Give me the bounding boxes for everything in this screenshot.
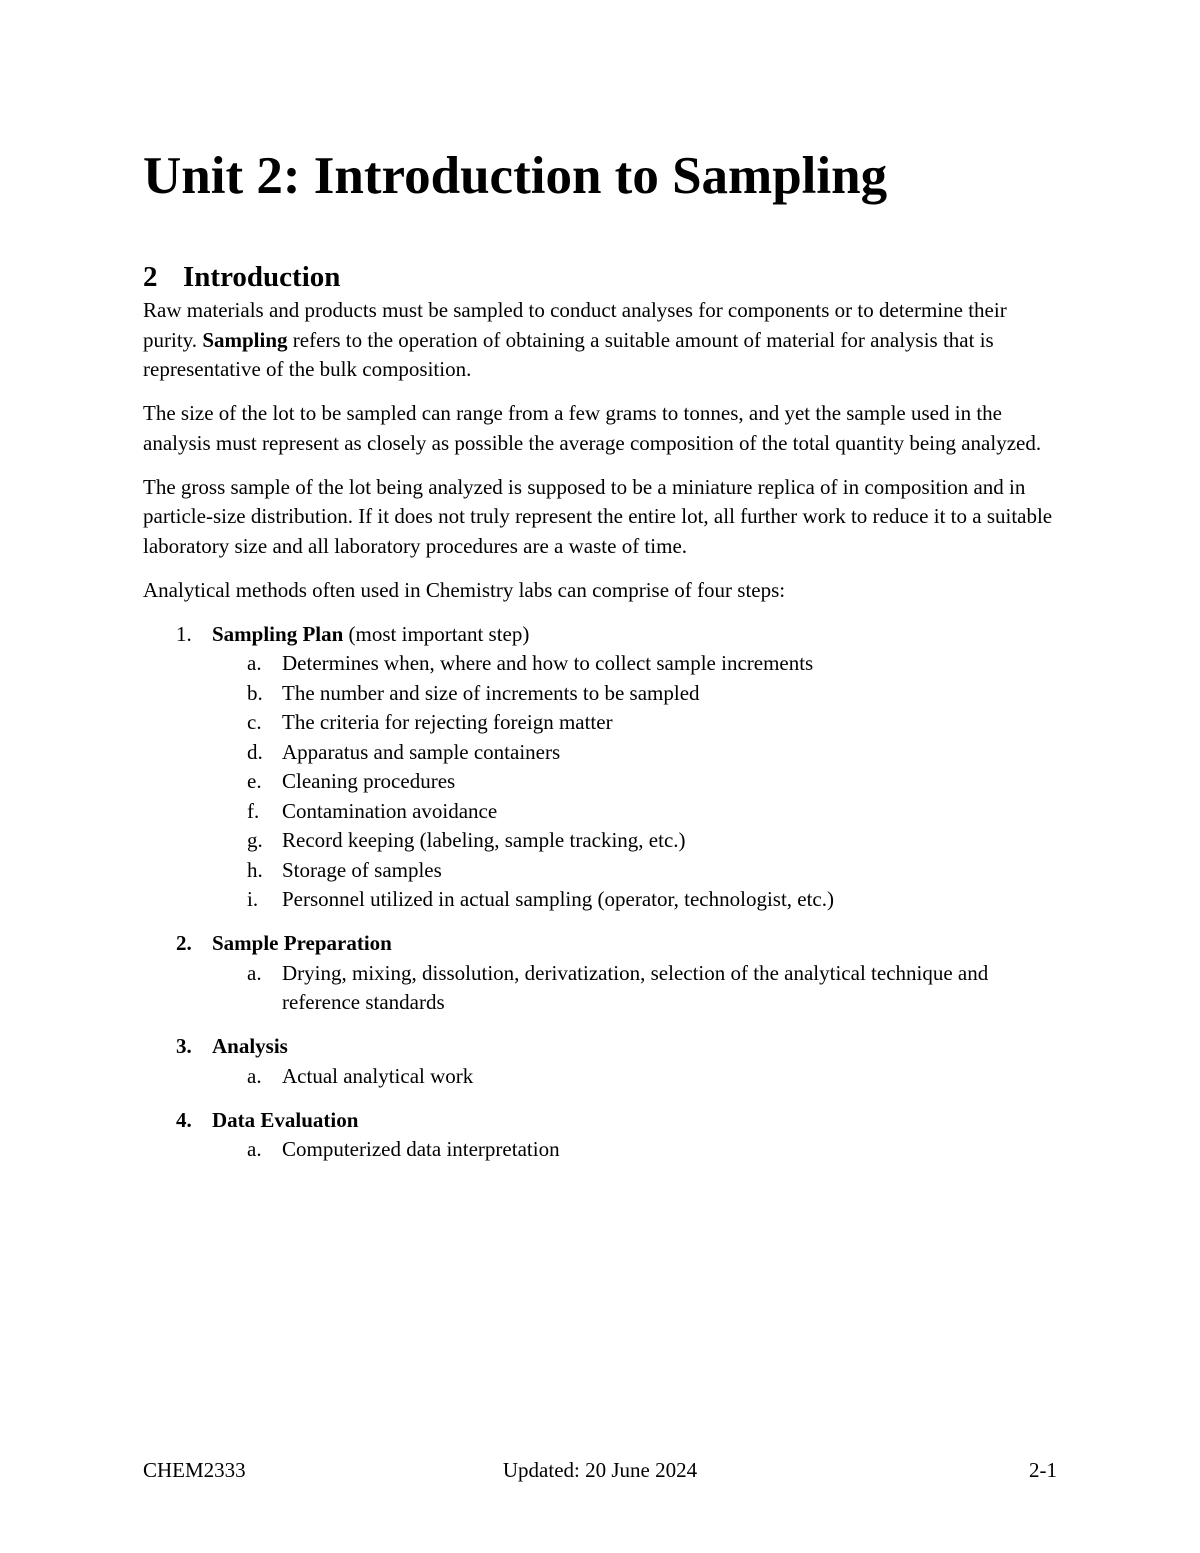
step-subitem xyxy=(212,826,1058,856)
step-note: (most important step) xyxy=(343,621,530,646)
subitem-letter: h. xyxy=(247,857,263,882)
subitem-text: Apparatus and sample containers xyxy=(282,739,561,764)
subitem-letter: i. xyxy=(247,887,259,911)
step-subitem xyxy=(212,738,1058,768)
subitem-text: Drying, mixing, dissolution, derivatization, selection of the analytical technique and reference standards xyxy=(282,960,989,1014)
subitem-text: Personnel utilized in actual sampling (operator, technologist, etc.) xyxy=(282,887,834,911)
footer-updated: Updated: 20 June 2024 xyxy=(502,1458,698,1482)
step-item xyxy=(143,620,1058,915)
subitem-text: Computerized data interpretation xyxy=(282,1137,560,1161)
step-label: Sample Preparation xyxy=(212,931,392,955)
subitem-letter: b. xyxy=(247,680,263,705)
subitem-text: Actual analytical work xyxy=(282,1063,474,1088)
steps-list xyxy=(143,620,1058,1165)
footer-course: CHEM2333 xyxy=(143,1458,246,1482)
paragraph-2: The size of the lot to be sampled can range from a few grams to tonnes, and yet the sample used in the analysis must represent as closely as possible the average composition of the total quantity being analyzed. xyxy=(143,401,1042,455)
step-subitem xyxy=(212,959,1058,1018)
subitem-letter: a. xyxy=(247,1063,262,1088)
step-subitem xyxy=(212,679,1058,709)
step-item xyxy=(143,1032,1058,1091)
step-subitem xyxy=(212,708,1058,738)
paragraph-3: The gross sample of the lot being analyzed is supposed to be a miniature replica of in composition and in particle-size distribution. If it does not truly represent the entire lot, all further work to reduce it to a suitable laboratory size and all laboratory procedures are a waste of time. xyxy=(143,474,1053,558)
paragraph-1-text-b: refers to the operation of obtaining a suitable amount of material for analysis that is representative of the bulk composition. xyxy=(143,327,994,381)
paragraph-1-text-a: Raw materials and products must be sampled to conduct analyses for components or to determine their purity. xyxy=(143,298,1007,352)
step-subitems xyxy=(212,1135,1058,1165)
step-number: 2. xyxy=(176,931,192,955)
step-number: 1. xyxy=(176,621,192,646)
subitem-letter: c. xyxy=(247,710,262,734)
step-subitem xyxy=(212,856,1058,886)
step-item xyxy=(143,929,1058,1018)
subitem-text: The number and size of increments to be sampled xyxy=(282,680,700,705)
subitem-text: Record keeping (labeling, sample tracking, etc.) xyxy=(282,828,686,852)
step-subitem xyxy=(212,797,1058,827)
subitem-letter: a. xyxy=(247,651,262,675)
step-number: 4. xyxy=(176,1107,192,1132)
subitem-text: Storage of samples xyxy=(282,857,442,882)
step-subitem xyxy=(212,767,1058,797)
step-label: Sampling Plan xyxy=(212,621,344,646)
footer-page-number: 2-1 xyxy=(1029,1458,1057,1482)
subitem-letter: e. xyxy=(247,769,262,793)
subitem-text: The criteria for rejecting foreign matter xyxy=(282,710,613,734)
step-subitem xyxy=(212,885,1058,915)
step-label: Data Evaluation xyxy=(212,1107,359,1132)
section-title: Introduction xyxy=(183,261,341,293)
paragraph-4: Analytical methods often used in Chemistry labs can comprise of four steps: xyxy=(143,577,786,602)
subitem-letter: d. xyxy=(247,739,263,764)
step-subitem xyxy=(212,1062,1058,1092)
paragraph-1 xyxy=(143,296,1058,385)
page-title: Unit 2: Introduction to Sampling xyxy=(143,147,888,205)
step-subitems xyxy=(212,959,1058,1018)
sampling-term: Sampling xyxy=(202,327,288,352)
section-heading xyxy=(143,259,340,295)
step-label: Analysis xyxy=(212,1034,288,1058)
subitem-letter: f. xyxy=(247,798,260,823)
step-item xyxy=(143,1106,1058,1165)
body-text xyxy=(143,296,1058,1179)
subitem-letter: g. xyxy=(247,828,263,852)
subitem-text: Cleaning procedures xyxy=(282,769,456,793)
step-subitem xyxy=(212,1135,1058,1165)
subitem-text: Contamination avoidance xyxy=(282,798,498,823)
step-subitems xyxy=(212,649,1058,915)
section-number: 2 xyxy=(143,261,158,293)
subitem-letter: a. xyxy=(247,960,262,985)
subitem-letter: a. xyxy=(247,1137,262,1161)
subitem-text: Determines when, where and how to collect sample increments xyxy=(282,651,814,675)
step-subitem xyxy=(212,649,1058,679)
step-subitems xyxy=(212,1062,1058,1092)
step-number: 3. xyxy=(176,1034,192,1058)
